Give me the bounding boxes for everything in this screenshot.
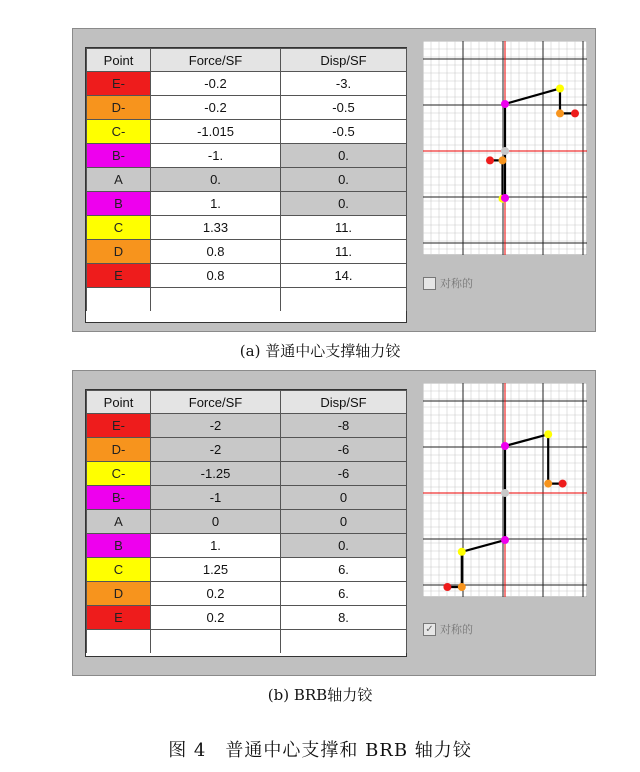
disp-cell[interactable]: -6 xyxy=(281,462,407,486)
table-row[interactable] xyxy=(87,168,407,192)
symmetric-label: 对称的 xyxy=(440,624,473,636)
table-row[interactable] xyxy=(87,582,407,606)
point-marker-e xyxy=(571,109,579,117)
force-displacement-plot-b xyxy=(423,383,587,597)
table-header xyxy=(87,49,407,72)
disp-cell[interactable]: 0 xyxy=(281,486,407,510)
point-marker-d-neg xyxy=(458,583,466,591)
point-cell[interactable]: C- xyxy=(87,120,151,144)
force-cell[interactable]: 0 xyxy=(151,510,281,534)
symmetric-option-b[interactable] xyxy=(423,621,473,637)
table-row[interactable] xyxy=(87,510,407,534)
disp-cell[interactable]: 8. xyxy=(281,606,407,630)
table-row[interactable] xyxy=(87,96,407,120)
force-cell[interactable]: 0.8 xyxy=(151,264,281,288)
empty-cell xyxy=(281,288,407,312)
table-row[interactable] xyxy=(87,558,407,582)
point-marker-c-neg xyxy=(458,548,466,556)
disp-cell[interactable]: 0. xyxy=(281,144,407,168)
column-header-disp: Disp/SF xyxy=(281,49,407,72)
force-cell[interactable]: -0.2 xyxy=(151,72,281,96)
point-marker-c xyxy=(544,430,552,438)
point-cell[interactable]: D xyxy=(87,240,151,264)
hinge-table-a xyxy=(85,47,407,323)
table-row[interactable] xyxy=(87,144,407,168)
caption-b: (b) BRB轴力铰 xyxy=(267,686,373,704)
point-cell[interactable]: A xyxy=(87,168,151,192)
table-row[interactable] xyxy=(87,240,407,264)
column-header-point: Point xyxy=(87,391,151,414)
force-cell[interactable]: -1. xyxy=(151,144,281,168)
column-header-force: Force/SF xyxy=(151,391,281,414)
point-cell[interactable]: D- xyxy=(87,96,151,120)
force-cell[interactable]: 1.33 xyxy=(151,216,281,240)
table-row[interactable] xyxy=(87,192,407,216)
empty-cell xyxy=(151,630,281,654)
symmetric-checkbox[interactable]: ✓ xyxy=(423,623,436,636)
point-marker-e-neg xyxy=(486,156,494,164)
point-marker-c xyxy=(556,84,564,92)
table-row[interactable] xyxy=(87,462,407,486)
table-row[interactable] xyxy=(87,216,407,240)
force-cell[interactable]: 0.2 xyxy=(151,606,281,630)
column-header-disp: Disp/SF xyxy=(281,391,407,414)
disp-cell[interactable]: -8 xyxy=(281,414,407,438)
force-cell[interactable]: -1 xyxy=(151,486,281,510)
point-marker-e-neg xyxy=(443,583,451,591)
force-cell[interactable]: -1.25 xyxy=(151,462,281,486)
point-marker-e xyxy=(559,480,567,488)
disp-cell[interactable]: 0. xyxy=(281,168,407,192)
force-cell[interactable]: 1.25 xyxy=(151,558,281,582)
hinge-table-b xyxy=(85,389,407,657)
force-cell[interactable]: 0. xyxy=(151,168,281,192)
point-marker-b-neg xyxy=(501,194,509,202)
figure-title: 图 4 普通中心支撑和 BRB 轴力铰 xyxy=(168,740,472,761)
force-cell[interactable]: 1. xyxy=(151,192,281,216)
point-marker-a xyxy=(501,147,509,155)
disp-cell[interactable]: 11. xyxy=(281,216,407,240)
symmetric-label: 对称的 xyxy=(440,278,473,290)
point-cell[interactable]: B- xyxy=(87,486,151,510)
point-cell[interactable]: C- xyxy=(87,462,151,486)
point-cell[interactable]: B xyxy=(87,192,151,216)
force-cell[interactable]: 0.2 xyxy=(151,582,281,606)
force-cell[interactable]: 0.8 xyxy=(151,240,281,264)
disp-cell[interactable]: 0 xyxy=(281,510,407,534)
force-cell[interactable]: 1. xyxy=(151,534,281,558)
table-row-empty xyxy=(87,630,407,654)
disp-cell[interactable]: 0. xyxy=(281,192,407,216)
symmetric-option-a[interactable] xyxy=(423,275,473,291)
empty-cell xyxy=(87,288,151,312)
disp-cell[interactable]: 0. xyxy=(281,534,407,558)
table-row[interactable] xyxy=(87,534,407,558)
disp-cell[interactable]: 14. xyxy=(281,264,407,288)
caption-a: (a) 普通中心支撑轴力铰 xyxy=(239,342,401,360)
point-marker-b-neg xyxy=(501,536,509,544)
point-cell[interactable]: E xyxy=(87,264,151,288)
force-displacement-plot-a xyxy=(423,41,587,255)
force-cell[interactable]: -0.2 xyxy=(151,96,281,120)
disp-cell[interactable]: -0.5 xyxy=(281,96,407,120)
disp-cell[interactable]: -0.5 xyxy=(281,120,407,144)
empty-cell xyxy=(87,630,151,654)
hinge-panel-b xyxy=(72,370,596,676)
disp-cell[interactable]: 11. xyxy=(281,240,407,264)
hinge-panel-a xyxy=(72,28,596,332)
disp-cell[interactable]: 6. xyxy=(281,582,407,606)
force-cell[interactable]: -2 xyxy=(151,438,281,462)
table-row[interactable] xyxy=(87,486,407,510)
symmetric-checkbox[interactable] xyxy=(423,277,436,290)
table-header xyxy=(87,391,407,414)
point-marker-d xyxy=(544,480,552,488)
table-row-empty xyxy=(87,288,407,312)
point-cell[interactable]: D- xyxy=(87,438,151,462)
point-marker-a xyxy=(501,489,509,497)
table-row[interactable] xyxy=(87,264,407,288)
empty-cell xyxy=(151,288,281,312)
point-cell[interactable]: E- xyxy=(87,414,151,438)
point-cell[interactable]: C xyxy=(87,216,151,240)
point-cell[interactable]: D xyxy=(87,582,151,606)
point-marker-d xyxy=(556,109,564,117)
point-cell[interactable]: B xyxy=(87,534,151,558)
point-cell[interactable]: C xyxy=(87,558,151,582)
point-marker-b xyxy=(501,442,509,450)
disp-cell[interactable]: 6. xyxy=(281,558,407,582)
table-row[interactable] xyxy=(87,72,407,96)
disp-cell[interactable]: -6 xyxy=(281,438,407,462)
table-row[interactable] xyxy=(87,414,407,438)
table-row[interactable] xyxy=(87,606,407,630)
column-header-point: Point xyxy=(87,49,151,72)
point-cell[interactable]: B- xyxy=(87,144,151,168)
point-cell[interactable]: A xyxy=(87,510,151,534)
force-cell[interactable]: -2 xyxy=(151,414,281,438)
disp-cell[interactable]: -3. xyxy=(281,72,407,96)
point-cell[interactable]: E xyxy=(87,606,151,630)
point-cell[interactable]: E- xyxy=(87,72,151,96)
force-cell[interactable]: -1.015 xyxy=(151,120,281,144)
column-header-force: Force/SF xyxy=(151,49,281,72)
table-row[interactable] xyxy=(87,438,407,462)
point-marker-d-neg xyxy=(499,156,507,164)
table-row[interactable] xyxy=(87,120,407,144)
empty-cell xyxy=(281,630,407,654)
point-marker-b xyxy=(501,100,509,108)
